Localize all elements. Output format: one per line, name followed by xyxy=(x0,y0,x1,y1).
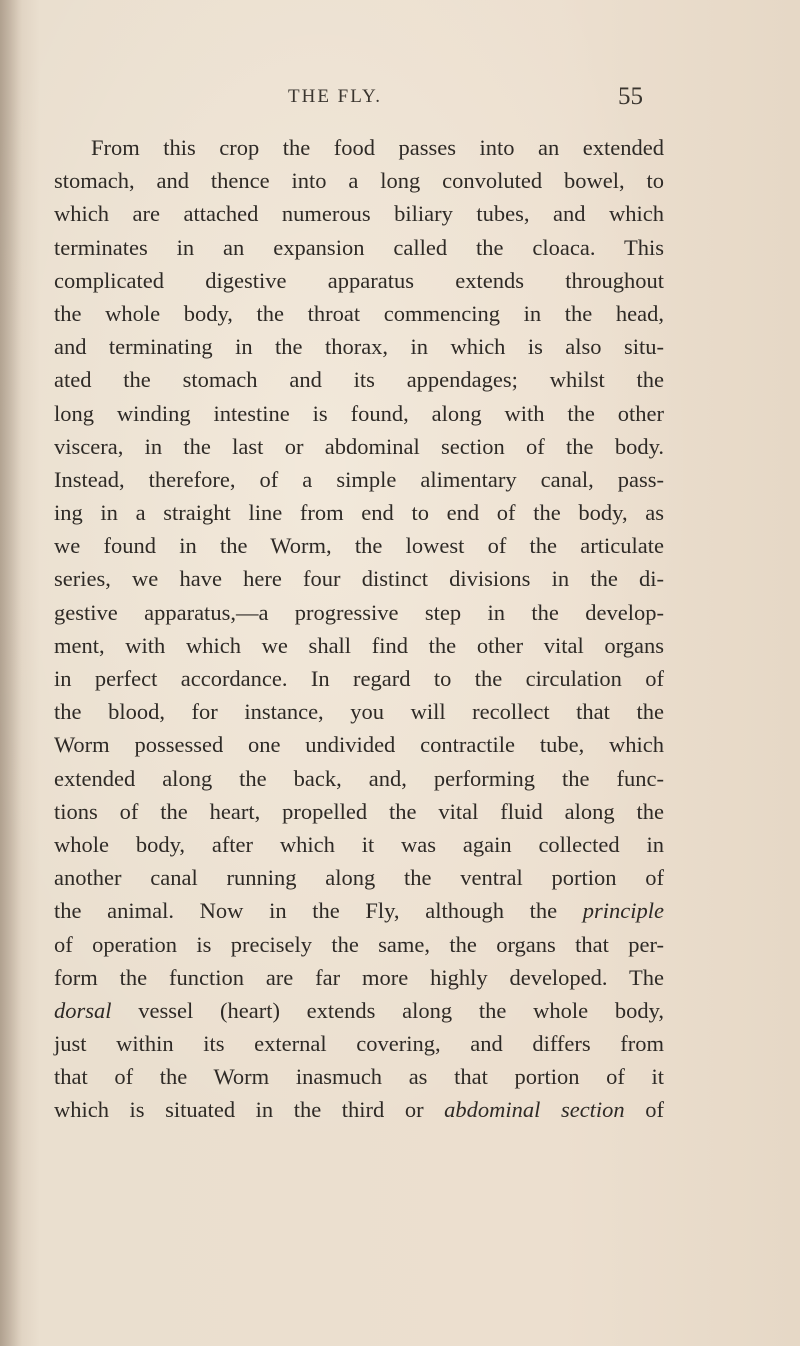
text-line: Worm possessed one undivided contractile tube, which xyxy=(54,732,664,758)
text-line: the whole body, the throat commencing in the head, xyxy=(54,300,664,326)
text-line: of operation is precisely the same, the organs that per- xyxy=(54,931,664,957)
text-line: From this crop the food passes into an extended xyxy=(91,135,664,160)
text-line: which is situated in the third or abdominal section of xyxy=(54,1097,664,1123)
text-line: another canal running along the ventral portion of xyxy=(54,865,664,891)
text-line: in perfect accordance. In regard to the circulation of xyxy=(54,666,664,691)
text-line: gestive apparatus,—a progressive step in the develop- xyxy=(54,599,664,625)
text-line: the animal. Now in the Fly, although the principle xyxy=(54,898,664,924)
italic-text: dorsal xyxy=(54,997,112,1023)
text-line: long winding intestine is found, along with the other xyxy=(54,400,664,426)
running-title: THE FLY. xyxy=(288,86,382,107)
text-line: viscera, in the last or abdominal section of the body. xyxy=(54,433,664,459)
text-line: series, we have here four distinct divisions in the di- xyxy=(54,566,664,592)
text-line: just within its external covering, and differs from xyxy=(54,1031,664,1057)
body-text xyxy=(54,131,664,1127)
text-line: the blood, for instance, you will recollect that the xyxy=(54,699,664,725)
text-line: which are attached numerous biliary tubes, and which xyxy=(54,201,664,227)
text-line: that of the Worm inasmuch as that portion of it xyxy=(54,1064,664,1090)
text-line: stomach, and thence into a long convoluted bowel, to xyxy=(54,168,664,194)
gutter-shadow xyxy=(0,0,22,1346)
italic-text: abdominal section xyxy=(444,1097,625,1123)
text-line: ing in a straight line from end to end of the body, as xyxy=(54,500,664,526)
text-line: form the function are far more highly developed. The xyxy=(54,964,664,990)
text-line: Instead, therefore, of a simple alimentary canal, pass- xyxy=(54,466,664,492)
text-line: and terminating in the thorax, in which is also situ- xyxy=(54,334,664,360)
text-line: terminates in an expansion called the cloaca. This xyxy=(54,234,664,260)
running-head xyxy=(0,83,800,116)
text-line: ated the stomach and its appendages; whilst the xyxy=(54,367,664,393)
text-line: we found in the Worm, the lowest of the articulate xyxy=(54,533,664,559)
text-line: ment, with which we shall find the other vital organs xyxy=(54,632,664,658)
text-line: extended along the back, and, performing the func- xyxy=(54,765,664,791)
text-line: complicated digestive apparatus extends throughout xyxy=(54,267,664,293)
text-line: dorsal vessel (heart) extends along the whole body, xyxy=(54,997,664,1023)
italic-text: principle xyxy=(582,898,664,924)
text-line: whole body, after which it was again collected in xyxy=(54,831,664,857)
page-number: 55 xyxy=(618,83,643,110)
text-line: tions of the heart, propelled the vital fluid along the xyxy=(54,798,664,824)
